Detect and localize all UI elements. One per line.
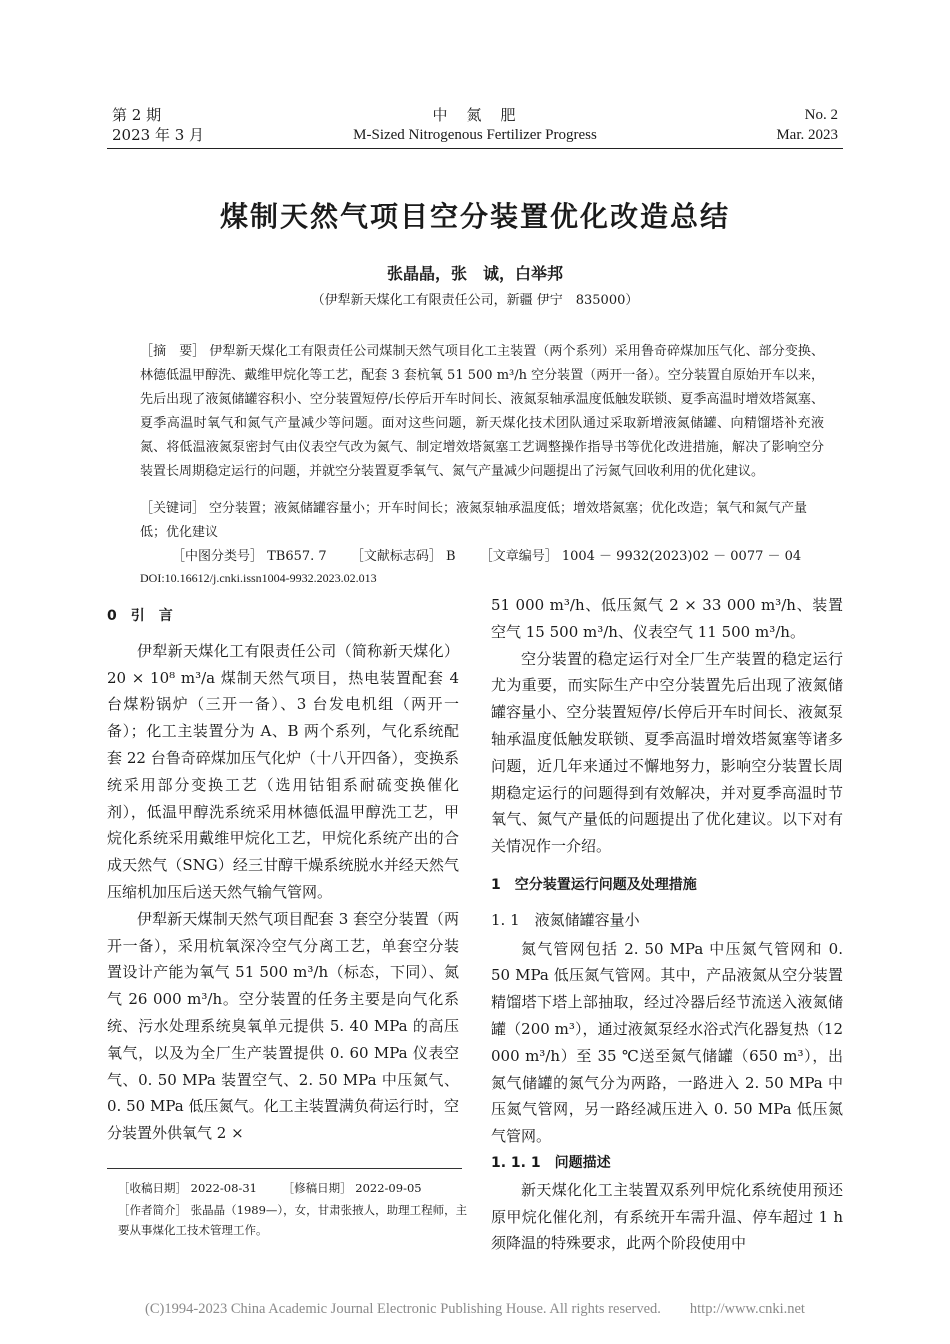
subsection-1-1-heading: 1. 1 液氮储罐容量小 <box>491 910 640 929</box>
affiliation: （伊犁新天煤化工有限责任公司，新疆 伊宁 835000） <box>311 293 639 308</box>
footnote-dates <box>118 1178 468 1198</box>
subsection-1-1-1-heading: 1. 1. 1 问题描述 <box>491 1154 611 1171</box>
keywords-text: 空分装置；液氮储罐容量小；开车时间长；液氮泵轴承温度低；增效塔氮塞；优化改造；氧气和氮气产量低；优化建议 <box>140 501 808 540</box>
copyright-notice: (C)1994-2023 China Academic Journal Electronic Publishing House. All rights reserved. http://www.cnki.net <box>145 1301 805 1317</box>
right-column <box>491 592 843 1257</box>
document-code: ［文献标志码］ B <box>350 549 456 564</box>
issue-date-en: Mar. 2023 <box>776 127 838 143</box>
section-0-paragraph-1: 伊犁新天煤化工有限责任公司（简称新天煤化）20 × 10⁸ m³/a 煤制天然气项目，热电装置配套 4 台煤粉锅炉（三开一备）、3 台发电机组（两开一备）；化工主装置分为 A、B 两个系列，气化系统配套 22 台鲁奇碎煤加压气化炉（十八开四备），变换系统采用部分变换工艺（选用钴钼系耐硫变换催化剂），低温甲醇洗系统采用林德低温甲醇洗工艺，甲烷化系统采用戴维甲烷化工艺，甲烷化系统产出的合成天然气（SNG）经三甘醇干燥系统脱水并经天然气压缩机加压后送天然气输气管网。 <box>107 641 459 901</box>
section-0-paragraph-4: 空分装置的稳定运行对全厂生产装置的稳定运行尤为重要，而实际生产中空分装置先后出现了液氮储罐容量小、空分装置短停/长停后开车时间长、液氮泵轴承温度低触发联锁、夏季高温时增效塔氮塞等诸多问题，近几年来通过不懈地努力，影响空分装置长周期稳定运行的问题得到有效解决，并对夏季高温时节氧气、氮气产量低的问题提出了优化建议。以下对有关情况作一介绍。 <box>491 649 843 856</box>
issue-number-cn: 第 2 期 <box>112 106 162 124</box>
abstract <box>140 340 824 484</box>
issue-number-en: No. 2 <box>804 107 838 123</box>
header-rule <box>107 148 843 149</box>
journal-name-en: M-Sized Nitrogenous Fertilizer Progress <box>353 127 597 143</box>
left-column <box>107 603 459 1147</box>
author-bio: ［作者简介］ 张晶晶（1989—），女，甘肃张掖人，助理工程师，主要从事煤化工技术管理工作。 <box>118 1203 468 1237</box>
section-0-paragraph-continued: 51 000 m³/h、低压氮气 2 × 33 000 m³/h、装置空气 15 500 m³/h、仪表空气 11 500 m³/h。 <box>491 596 843 641</box>
subsection-1-1-1-paragraph: 新天煤化化工主装置双系列甲烷化系统使用预还原甲烷化催化剂，有系统开车需升温、停车超过 1 h 须降温的特殊要求，此两个阶段使用中 <box>491 1180 843 1253</box>
abstract-label: ［摘 要］ <box>140 344 206 359</box>
journal-name-cn: 中 氮 肥 <box>432 106 518 124</box>
doi: DOI:10.16612/j.cnki.issn1004-9932.2023.02.013 <box>140 571 377 585</box>
issue-date-cn: 2023 年 3 月 <box>112 126 205 144</box>
abstract-text: 伊犁新天煤化工有限责任公司煤制天然气项目化工主装置（两个系列）采用鲁奇碎煤加压气化、部分变换、林德低温甲醇洗、戴维甲烷化等工艺，配套 3 套杭氧 51 500 m³/h 空分装置（两开一备）。空分装置自原始开车以来，先后出现了液氮储罐容积小、空分装置短停/长停后开车时间长、液氮泵轴承温度低触发联锁、夏季高温时增效塔氮塞、夏季高温时氧气和氮气产量减少等问题。面对这些问题，新天煤化技术团队通过采取新增液氮储罐、向精馏塔补充液氮、将低温液氮泵密封气由仪表空气改为氮气、制定增效塔氮塞工艺调整操作指导书等优化改进措施，解决了影响空分装置长周期稳定运行的问题，并就空分装置夏季氧气、氮气产量减少问题提出了污氮气回收利用的优化建议。 <box>140 344 824 479</box>
clc-number: ［中图分类号］ TB657. 7 <box>172 549 327 564</box>
classification-line <box>172 545 821 564</box>
subsection-1-1-paragraph: 氮气管网包括 2. 50 MPa 中压氮气管网和 0. 50 MPa 低压氮气管网。其中，产品液氮从空分装置精馏塔下塔上部抽取，经过冷器后经节流送入液氮储罐（200 m³），通过液氮泵经水浴式汽化器复热（12 000 m³/h）至 35 ℃送至氮气储罐（650 m³），出氮气储罐的氮气分为两路，一路进入 2. 50 MPa 中压氮气管网，另一路经减压进入 0. 50 MPa 低压氮气管网。 <box>491 939 843 1146</box>
authors: 张晶晶，张 诚，白举邦 <box>386 264 563 283</box>
section-0-paragraph-2: 伊犁新天煤制天然气项目配套 3 套空分装置（两开一备），采用杭氧深冷空气分离工艺，单套空分装置设计产能为氧气 51 500 m³/h（标态，下同）、氮气 26 000 m³/h。空分装置的任务主要是向气化系统、污水处理系统臭氧单元提供 5. 40 MPa 的高压氧气，以及为全厂生产装置提供 0. 60 MPa 仪表空气、0. 50 MPa 装置空气、2. 50 MPa 中压氮气、0. 50 MPa 低压氮气。化工主装置满负荷运行时，空分装置外供氧气 2 × <box>107 909 459 1143</box>
keywords <box>140 497 824 545</box>
section-1-heading: 1 空分装置运行问题及处理措施 <box>491 876 697 893</box>
footnote-rule <box>107 1168 462 1169</box>
article-number: ［文章编号］ 1004 － 9932(2023)02 － 0077 － 04 <box>479 549 802 564</box>
revised-date: ［修稿日期］ 2022-09-05 <box>282 1181 422 1195</box>
paper-title: 煤制天然气项目空分装置优化改造总结 <box>219 200 730 233</box>
keywords-label: ［关键词］ <box>140 501 206 516</box>
received-date: ［收稿日期］ 2022-08-31 <box>118 1181 257 1195</box>
section-0-heading: 0 引 言 <box>107 608 173 624</box>
